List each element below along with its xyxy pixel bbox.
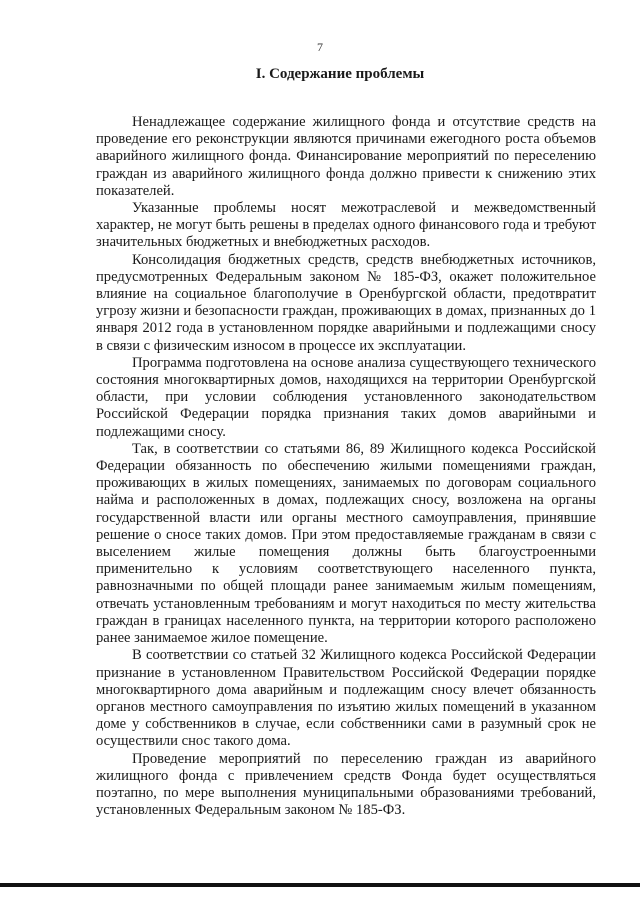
section-title: I. Содержание проблемы	[255, 66, 425, 82]
paragraph-5: Так, в соответствии со статьями 86, 89 Жилищного кодекса Российской Федерации обязанность по обеспечению жилыми помещениями граждан, проживающих в жилых помещениях, занимаемых по договорам социального найма и расположенных в домах, подлежащих сносу, возложена на органы государственной власти или органы местного самоуправления, принявшие решение о сносе таких домов. При этом предоставляемые гражданам в связи с выселением жилые помещения должны быть благоустроенными применительно к условиям соответствующего населенного пункта, равнозначными по общей площади ранее занимаемым жилым помещениям, отвечать установленным требованиям и могут находиться по месту жительства граждан в границах населенного пункта, на территории которого расположено ранее занимаемое жилое помещение.	[96, 440, 596, 647]
document-body	[96, 114, 596, 819]
paragraph-3: Консолидация бюджетных средств, средств внебюджетных источников, предусмотренных Федеральным законом № 185-ФЗ, окажет положительное влияние на социальное благополучие в Оренбургской области, предотвратит угрозу жизни и безопасности граждан, проживающих в домах, признанных до 1 января 2012 года в установленном порядке аварийными и подлежащими сносу в связи с физическим износом в процессе их эксплуатации.	[96, 251, 596, 354]
page-number: 7	[317, 40, 323, 54]
paragraph-6: В соответствии со статьей 32 Жилищного кодекса Российской Федерации признание в установленном Правительством Российской Федерации порядке многоквартирного дома аварийным и подлежащим сносу влечет обязанность органов местного самоуправления по изъятию жилых помещений в указанном доме у собственников в случае, если собственники сами в разумный срок не осуществили снос такого дома.	[96, 647, 596, 750]
paragraph-1: Ненадлежащее содержание жилищного фонда и отсутствие средств на проведение его реконструкции являются причинами ежегодного роста объемов аварийного жилищного фонда. Финансирование мероприятий по переселению граждан из аварийного жилищного фонда должно привести к снижению этих показателей.	[96, 114, 596, 199]
footer-divider	[0, 883, 640, 887]
paragraph-7: Проведение мероприятий по переселению граждан из аварийного жилищного фонда с привлечением средств Фонда будет осуществляться поэтапно, по мере выполнения муниципальными образованиями требований, установленных Федеральным законом № 185-ФЗ.	[96, 750, 596, 819]
paragraph-2: Указанные проблемы носят межотраслевой и межведомственный характер, не могут быть решены в пределах одного финансового года и требуют значительных бюджетных и внебюджетных расходов.	[96, 200, 596, 251]
paragraph-4: Программа подготовлена на основе анализа существующего технического состояния многоквартирных домов, находящихся на территории Оренбургской области, при условии соблюдения установленного законодательством Российской Федерации порядка признания таких домов аварийными и подлежащими сносу.	[96, 354, 596, 440]
